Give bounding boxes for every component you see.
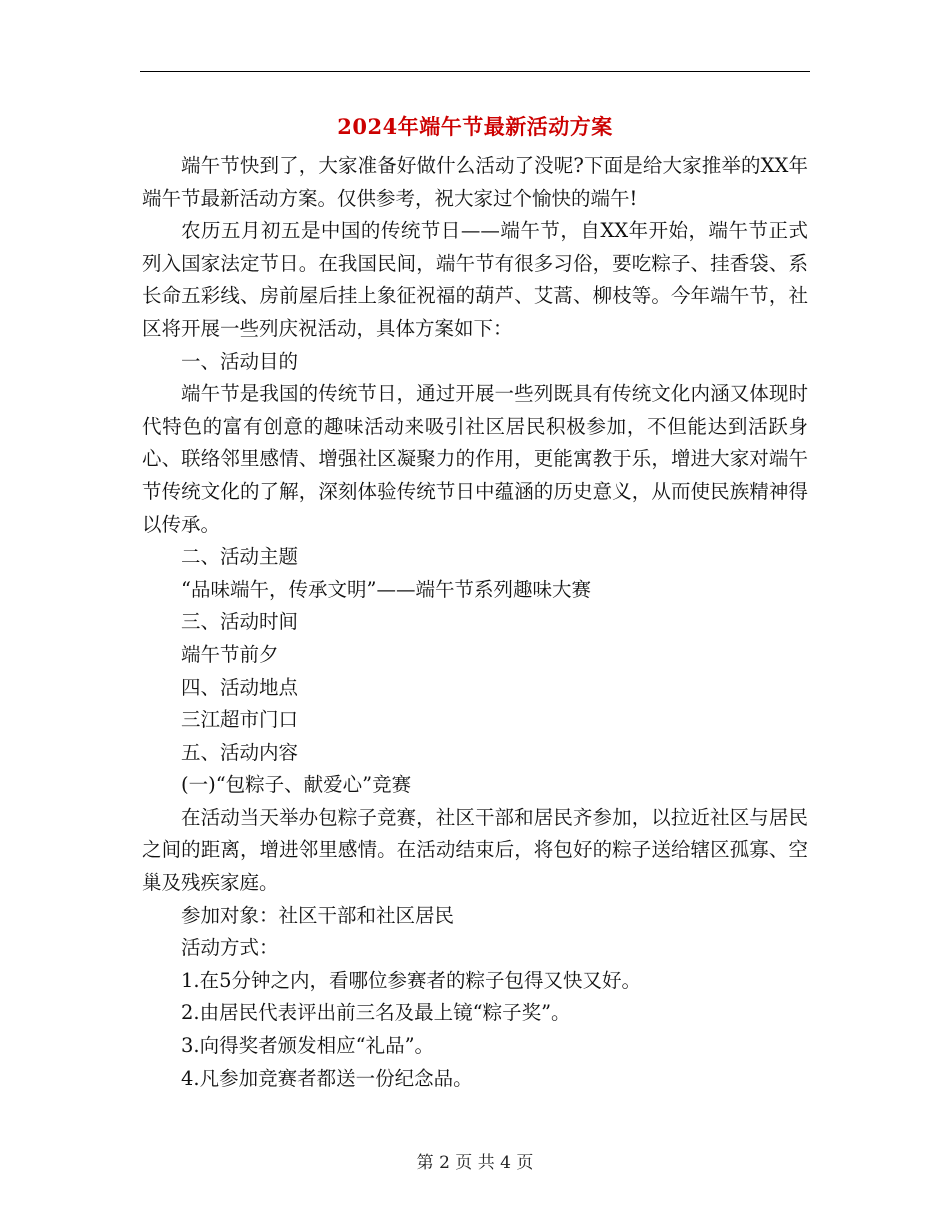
header-rule [140, 71, 810, 72]
paragraph-background: 农历五月初五是中国的传统节日——端午节，自XX年开始，端午节正式列入国家法定节日。在我国民间，端午节有很多习俗，要吃粽子、挂香袋、系长命五彩线、房前屋后挂上象征祝福的葫芦、艾蒿、柳枝等。今年端午节，社区将开展一些列庆祝活动，具体方案如下： [142, 219, 808, 340]
section-heading-purpose: 一、活动目的 [181, 349, 299, 373]
list-item: 4.凡参加竞赛者都送一份纪念品。 [181, 1066, 473, 1090]
paragraph-contest: 在活动当天举办包粽子竞赛，社区干部和居民齐参加，以拉近社区与居民之间的距离，增进邻里感情。在活动结束后，将包好的粽子送给辖区孤寡、空巢及残疾家庭。 [142, 805, 808, 895]
list-item: 3.向得奖者颁发相应“礼品”。 [181, 1034, 435, 1058]
paragraph-purpose: 端午节是我国的传统节日，通过开展一些列既具有传统文化内涵又体现时代特色的富有创意的趣味活动来吸引社区居民积极参加，不但能达到活跃身心、联络邻里感情、增强社区凝聚力的作用，更能寓教于乐，增进大家对端午节传统文化的了解，深刻体验传统节日中蕴涵的历史意义，从而使民族精神得以传承。 [142, 382, 808, 536]
document-body [142, 150, 808, 1095]
section-heading-location: 四、活动地点 [181, 675, 299, 699]
section-heading-time: 三、活动时间 [181, 610, 299, 634]
subsection-heading-contest: (一)“包粽子、献爱心”竞赛 [181, 773, 412, 797]
page-number-footer: 第 2 页 共 4 页 [416, 1153, 534, 1173]
paragraph-intro: 端午节快到了，大家准备好做什么活动了没呢?下面是给大家推举的XX年端午节最新活动方案。仅供参考，祝大家过个愉快的端午! [142, 154, 808, 210]
paragraph-time: 端午节前夕 [181, 642, 279, 666]
paragraph-location: 三江超市门口 [181, 708, 299, 732]
paragraph-method-label: 活动方式： [181, 936, 279, 960]
section-heading-content: 五、活动内容 [181, 740, 299, 764]
list-item: 2.由居民代表评出前三名及最上镜“粽子奖”。 [181, 1001, 571, 1025]
list-item: 1.在5分钟之内，看哪位参赛者的粽子包得又快又好。 [181, 968, 642, 992]
paragraph-participants: 参加对象：社区干部和社区居民 [181, 903, 455, 927]
document-title: 2024年端午节最新活动方案 [337, 114, 613, 139]
paragraph-theme: “品味端午，传承文明”——端午节系列趣味大赛 [181, 577, 591, 601]
section-heading-theme: 二、活动主题 [181, 545, 299, 569]
